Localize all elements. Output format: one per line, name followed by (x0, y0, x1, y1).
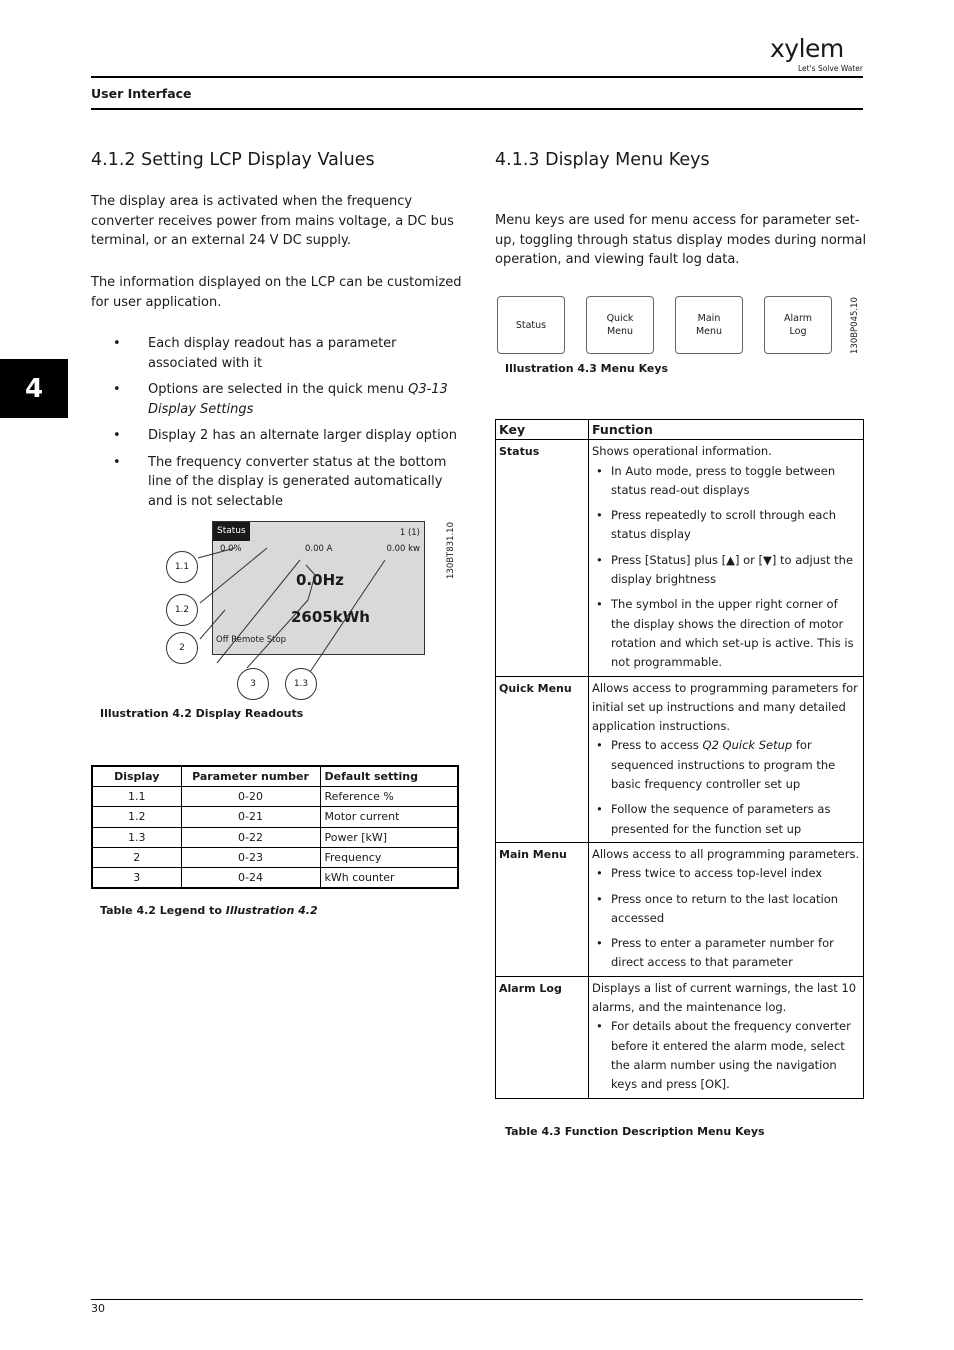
table-header-row: Display Parameter number Default setting (92, 766, 458, 787)
header-rule-top (91, 76, 863, 78)
callout-leader (198, 548, 308, 668)
quick-menu-key: Quick Menu (586, 296, 654, 354)
lcp-readout-1-2: 0.00 A (305, 544, 333, 554)
list-item: • Press [Status] plus [▲] or [▼] to adjust the display brightness (592, 551, 860, 590)
lcp-readout-1-3: 0.00 kw (386, 544, 420, 554)
list-item: • Press twice to access top-level index (592, 864, 860, 883)
table-row: 2 0-23 Frequency (92, 847, 458, 867)
table-row: 1.1 0-20 Reference % (92, 787, 458, 807)
alarm-log-key: Alarm Log (764, 296, 832, 354)
callout-1-3: 1.3 (285, 668, 317, 700)
header-rule-bottom (91, 108, 863, 110)
status-key: Status (497, 296, 565, 354)
callout-1-2: 1.2 (166, 594, 198, 626)
table-row: 1.3 0-22 Power [kW] (92, 827, 458, 847)
lcp-status-line: Off Remote Stop (216, 635, 287, 645)
function-table (495, 419, 864, 1099)
callout-3: 3 (237, 668, 269, 700)
illustration-caption-43: Illustration 4.3 Menu Keys (505, 362, 669, 375)
bullet-item: • Display 2 has an alternate larger display option (91, 426, 463, 446)
table-row-status: Status Shows operational information. • In Auto mode, press to toggle between status read-out displays • Press repeatedly to scroll through each status display • Press [Status] plus [▲] or [▼] to adjust the display brightness • The symbol in the upper right corner of the display shows the direction of motor rotation and which set-up is active. This is not programmable. (496, 440, 864, 676)
menu-keys-paragraph: Menu keys are used for menu access for parameter set-up, toggling through status display modes during normal operation, and viewing fault log data. (495, 213, 867, 267)
list-item: • The symbol in the upper right corner of the display shows the direction of motor rotation and which set-up is active. This is not programmable. (592, 595, 860, 672)
list-item: • Press repeatedly to scroll through each status display (592, 506, 860, 545)
table-row-alarm-log: Alarm Log Displays a list of current warnings, the last 10 alarms, and the maintenance log. • For details about the frequency converter before it entered the alarm mode, select the alarm number using the navigation keys and press [OK]. (496, 976, 864, 1098)
callout-1-1: 1.1 (166, 551, 198, 583)
illustration-caption-42: Illustration 4.2 Display Readouts (100, 707, 304, 720)
main-menu-key: Main Menu (675, 296, 743, 354)
table-row-main-menu: Main Menu Allows access to all programming parameters. • Press twice to access top-level index • Press once to return to the last location accessed • Press to enter a parameter number for direct access to that parameter (496, 842, 864, 976)
intro-paragraph-1: The display area is activated when the frequency converter receives power from mains voltage, a DC bus terminal, or an external 24 V DC supply. (91, 194, 454, 248)
figure-code-keys: 130BP045.10 (850, 297, 860, 354)
list-item: • Press to access Q2 Quick Setup for sequenced instructions to program the basic frequency controller set up (592, 736, 860, 794)
list-item: • Follow the sequence of parameters as presented for the function set up (592, 800, 860, 839)
page-number: 30 (91, 1302, 105, 1315)
list-item: • Press once to return to the last location accessed (592, 890, 860, 929)
logo-tagline: Let's Solve Water (798, 64, 863, 73)
table-row: 3 0-24 kWh counter (92, 867, 458, 888)
list-item: • Press to enter a parameter number for direct access to that parameter (592, 934, 860, 973)
bullet-item: • The frequency converter status at the bottom line of the display is generated automatically and is not selectable (91, 453, 463, 512)
table-row-quick-menu: Quick Menu Allows access to programming parameters for initial set up instructions and many detailed application instructions. • Press to access Q2 Quick Setup for sequenced instructions to program the basic frequency controller set up • Follow the sequence of parameters as presented for the function set up (496, 676, 864, 842)
running-title: User Interface (91, 86, 192, 101)
lcp-big-readout-3: 2605kWh (291, 608, 370, 626)
display-bullets (91, 334, 463, 518)
table-caption-43: Table 4.3 Function Description Menu Keys (505, 1125, 765, 1138)
table-caption-42: Table 4.2 Legend to Illustration 4.2 (100, 904, 318, 917)
lcp-readout-1-1: 0.0% (220, 544, 242, 554)
lcp-status-tab: Status (213, 522, 250, 541)
xylem-logo (770, 36, 865, 76)
callout-leader (306, 565, 315, 600)
bullet-item: • Options are selected in the quick menu Q3-13 Display Settings (91, 380, 463, 419)
logo-word: xylem (770, 34, 844, 63)
section-heading-413: 4.1.3 Display Menu Keys (495, 150, 710, 170)
legend-table (91, 765, 459, 889)
intro-paragraph-2: The information displayed on the LCP can be customized for user application. (91, 275, 462, 310)
list-item: • For details about the frequency converter before it entered the alarm mode, select the alarm number using the navigation keys and press [OK]. (592, 1017, 860, 1094)
figure-code-lcp: 130BT831.10 (446, 522, 456, 579)
callout-leader (310, 560, 385, 672)
table-row: 1.2 0-21 Motor current (92, 807, 458, 827)
lcp-big-readout-2: 0.0Hz (296, 571, 344, 589)
list-item: • In Auto mode, press to toggle between status read-out displays (592, 462, 860, 501)
section-heading-412: 4.1.2 Setting LCP Display Values (91, 150, 375, 170)
callout-2: 2 (166, 632, 198, 664)
lcp-setup-indicator: 1 (1) (399, 528, 420, 538)
footer-rule (91, 1299, 863, 1300)
bullet-item: • Each display readout has a parameter associated with it (91, 334, 463, 373)
table-header-row: Key Function (496, 420, 864, 440)
chapter-tab: 4 (0, 359, 68, 418)
